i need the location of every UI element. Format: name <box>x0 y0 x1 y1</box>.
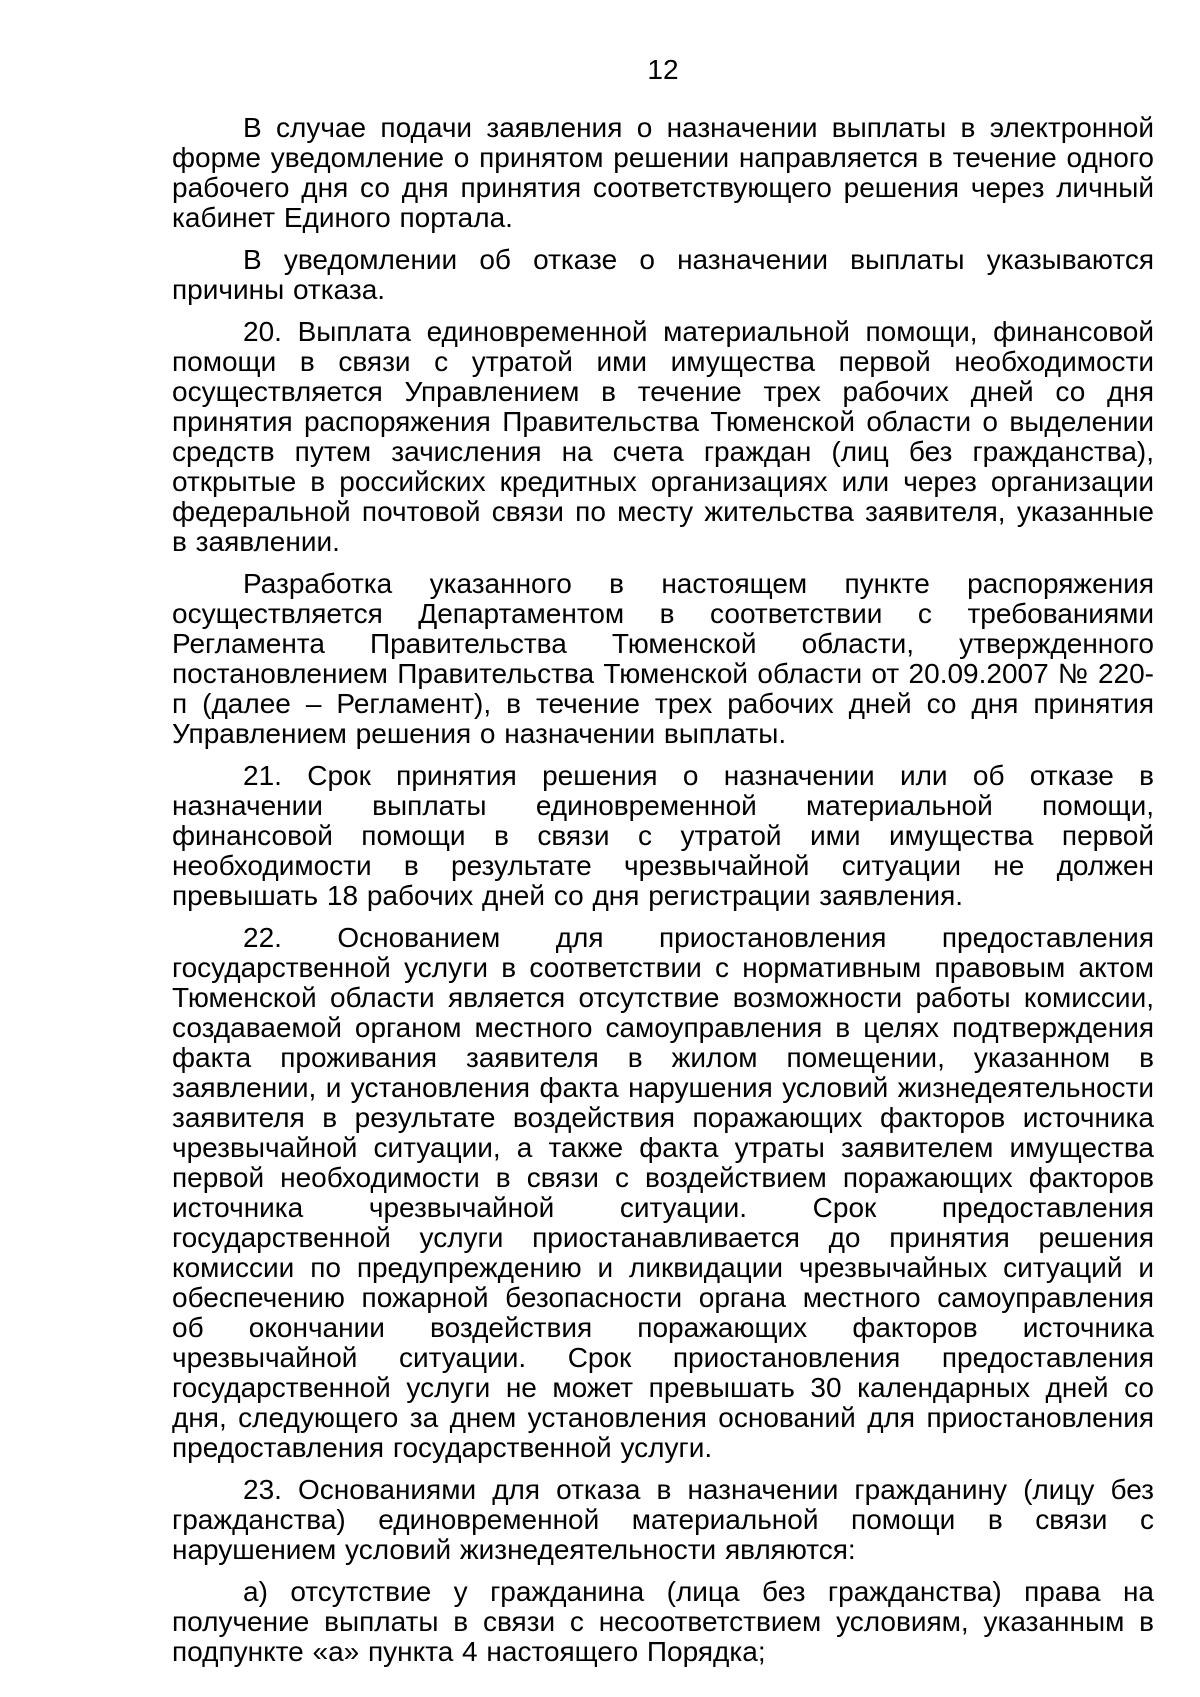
document-body <box>172 113 1154 1667</box>
paragraph-item-23: 23. Основаниями для отказа в назначении гражданину (лицу без гражданства) единовременной материальной помощи в связи с нарушением условий жизнедеятельности являются: <box>172 1474 1154 1565</box>
paragraph-item-22: 22. Основанием для приостановления предоставления государственной услуги в соответствии с нормативным правовым актом Тюменской области является отсутствие возможности работы комиссии, создаваемой органом местного самоуправления в целях подтверждения факта проживания заявителя в жилом помещении, указанном в заявлении, и установления факта нарушения условий жизнедеятельности заявителя в результате воздействия поражающих факторов источника чрезвычайной ситуации, а также факта утраты заявителем имущества первой необходимости в связи с воздействием поражающих факторов источника чрезвычайной ситуации. Срок предоставления государственной услуги приостанавливается до принятия решения комиссии по предупреждению и ликвидации чрезвычайных ситуаций и обеспечению пожарной безопасности органа местного самоуправления об окончании воздействия поражающих факторов источника чрезвычайной ситуации. Срок приостановления предоставления государственной услуги не может превышать 30 календарных дней со дня, следующего за днем установления оснований для приостановления предоставления государственной услуги. <box>172 922 1154 1463</box>
page-number: 12 <box>647 54 679 85</box>
paragraph-item-21: 21. Срок принятия решения о назначении или об отказе в назначении выплаты единовременной материальной помощи, финансовой помощи в связи с утратой ими имущества первой необходимости в результате чрезвычайной ситуации не должен превышать 18 рабочих дней со дня регистрации заявления. <box>172 760 1154 911</box>
paragraph-item-20: 20. Выплата единовременной материальной помощи, финансовой помощи в связи с утратой ими имущества первой необходимости осуществляется Управлением в течение трех рабочих дней со дня принятия распоряжения Правительства Тюменской области о выделении средств путем зачисления на счета граждан (лиц без гражданства), открытые в российских кредитных организациях или через организации федеральной почтовой связи по месту жительства заявителя, указанные в заявлении. <box>172 316 1154 557</box>
paragraph-notice-electronic: В случае подачи заявления о назначении выплаты в электронной форме уведомление о принятом решении направляется в течение одного рабочего дня со дня принятия соответствующего решения через личный кабинет Единого портала. <box>172 112 1154 233</box>
paragraph-notice-refusal-reasons: В уведомлении об отказе о назначении выплаты указываются причины отказа. <box>172 244 1154 305</box>
paragraph-item-20-development: Разработка указанного в настоящем пункте распоряжения осуществляется Департаментом в соответствии с требованиями Регламента Правительства Тюменской области, утвержденного постановлением Правительства Тюменской области от 20.09.2007 № 220-п (далее – Регламент), в течение трех рабочих дней со дня принятия Управлением решения о назначении выплаты. <box>172 568 1154 749</box>
paragraph-item-23-a: а) отсутствие у гражданина (лица без гражданства) права на получение выплаты в связи с несоответствием условиям, указанным в подпункте «а» пункта 4 настоящего Порядка; <box>172 1576 1154 1667</box>
